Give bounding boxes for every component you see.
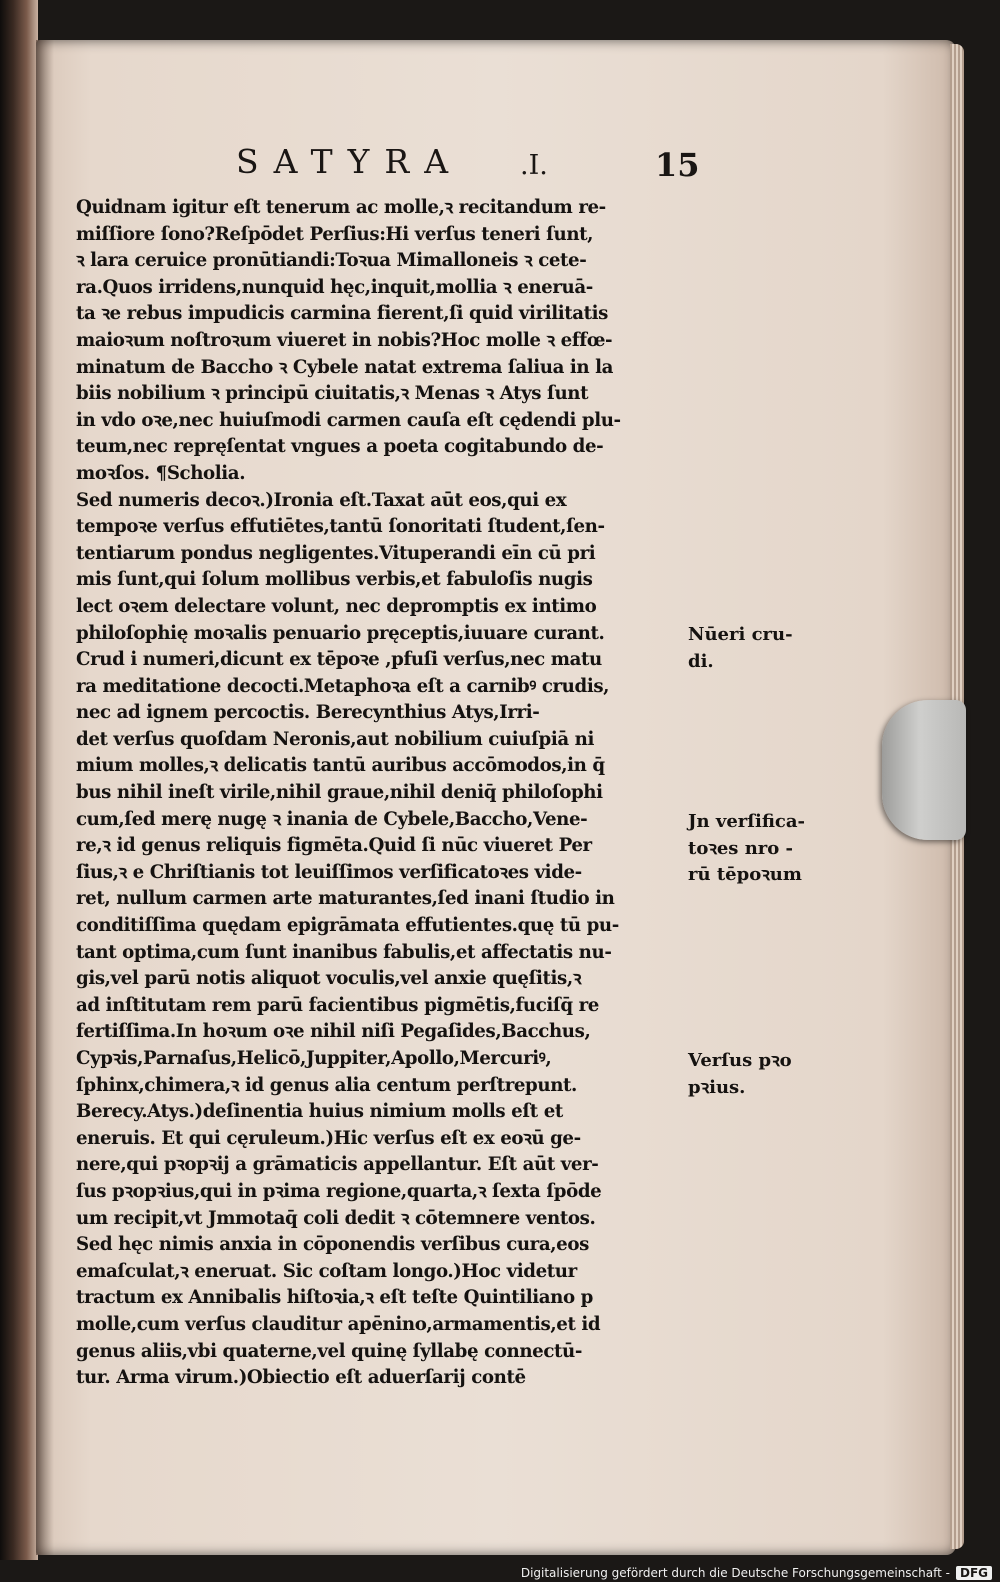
text-line: teum,nec repręſentat vngues a poeta cogitabundo de- bbox=[76, 436, 604, 458]
text-line: moꝛſos. ¶Scholia. bbox=[76, 462, 246, 484]
text-line: mis ſunt,qui ſolum mollibus verbis,et fabuloſis nugis bbox=[76, 569, 593, 591]
text-line: cum,ſed merę nugę ꝛ inania de Cybele,Baccho,Vene- bbox=[76, 808, 588, 830]
text-line: miſſiore ſono?Reſpōdet Perſius:Hi verſus teneri ſunt, bbox=[76, 223, 594, 245]
text-line: ſius,ꝛ e Chriſtianis tot leuiſſimos verſificatoꝛes vide- bbox=[76, 861, 582, 883]
text-line: gis,vel parū notis aliquot voculis,vel anxie quęſitis,ꝛ bbox=[76, 968, 582, 990]
text-line: genus aliis,vbi quaterne,vel quinę ſyllabę connectū- bbox=[76, 1340, 582, 1362]
text-line: biis nobilium ꝛ principū ciuitatis,ꝛ Menas ꝛ Atys ſunt bbox=[76, 383, 589, 405]
page-gutter-shadow bbox=[36, 40, 54, 1555]
margin-note-line: pꝛius. bbox=[688, 1076, 746, 1098]
text-line: Quidnam igitur eſt tenerum ac molle,ꝛ recitandum re- bbox=[76, 197, 606, 218]
text-line: ꝛ lara ceruice pronūtiandi:Toꝛua Mimalloneis ꝛ cete- bbox=[76, 250, 587, 272]
text-line: ret, nullum carmen arte maturantes,ſed inani ſtudio in bbox=[76, 888, 615, 910]
dfg-logo: DFG bbox=[956, 1566, 992, 1580]
text-line: molle,cum verſus clauditur apēnino,armamentis,et id bbox=[76, 1313, 601, 1335]
text-line: tur. Arma virum.)Obiectio eſt aduerſarij contē bbox=[76, 1367, 526, 1389]
text-line: bus nihil ineſt virile,nihil graue,nihil deniq̄ philoſophi bbox=[76, 782, 603, 804]
running-book-number: .I. bbox=[520, 150, 548, 181]
text-line: in vdo oꝛe,nec huiuſmodi carmen cauſa eſt cędendi plu- bbox=[76, 409, 621, 431]
text-line: nere,qui pꝛopꝛij a grāmaticis appellantur. Eſt aūt ver- bbox=[76, 1154, 599, 1176]
text-line: ad inſtitutam rem parū facientibus pigmētis,fuciſq̄ re bbox=[76, 994, 599, 1016]
text-line: ta ꝛe rebus impudicis carmina fierent,ſi quid virilitatis bbox=[76, 303, 609, 325]
text-line: eneruis. Et qui cęruleum.)Hic verſus eſt ex eoꝛū ge- bbox=[76, 1127, 581, 1149]
margin-note-line: di. bbox=[688, 650, 714, 672]
text-block bbox=[76, 195, 696, 1392]
text-line: ſphinx,chimera,ꝛ id genus alia centum perſtrepunt. bbox=[76, 1074, 577, 1096]
margin-note-numeri-crudi bbox=[688, 622, 793, 675]
margin-note-line: toꝛes nro - bbox=[688, 837, 794, 859]
margin-note-versus-proprius bbox=[688, 1048, 792, 1101]
folio-number: 15 bbox=[655, 146, 700, 184]
text-line: Berecy.Atys.)deſinentia huius nimium molls eſt et bbox=[76, 1101, 563, 1123]
text-line: tempoꝛe verſus effutiētes,tantū ſonoritati ſtudent,ſen- bbox=[76, 516, 605, 538]
text-line: tractum ex Annibalis hiſtoꝛia,ꝛ eſt teſte Quintiliano p bbox=[76, 1287, 593, 1309]
digitization-credit bbox=[521, 1566, 992, 1580]
text-line: Cypꝛis,Parnaſus,Helicō,Juppiter,Apollo,Mercuriꝰ, bbox=[76, 1048, 552, 1069]
text-line: Sed numeris decoꝛ.)Ironia eſt.Taxat aūt eos,qui ex bbox=[76, 489, 567, 511]
text-line: philoſophię moꝛalis penuario pręceptis,iuuare curant. bbox=[76, 622, 605, 644]
text-line: tant optima,cum ſunt inanibus fabulis,et affectatis nu- bbox=[76, 941, 612, 963]
text-line: um recipit,vt Jmmotaq̄ coli dedit ꝛ cōtemnere ventos. bbox=[76, 1207, 596, 1229]
text-line: conditiſſima quędam epigrāmata effutientes.quę tū pu- bbox=[76, 915, 619, 937]
text-line: lect oꝛem delectare volunt, nec depromptis ex intimo bbox=[76, 595, 597, 617]
margin-note-versificatores bbox=[688, 809, 805, 889]
margin-note-line: Verſus pꝛo bbox=[688, 1050, 792, 1071]
text-line: ra meditatione decocti.Metaphoꝛa eſt a carnibꝰ crudis, bbox=[76, 675, 610, 697]
text-line: nec ad ignem percoctis. Berecynthius Atys,Irri- bbox=[76, 702, 540, 724]
text-line: minatum de Baccho ꝛ Cybele natat extrema ſaliua in la bbox=[76, 356, 614, 378]
text-line: det verſus quoſdam Neronis,aut nobilium cuiuſpiā ni bbox=[76, 728, 595, 750]
text-line: Crud i numeri,dicunt ex tēpoꝛe ,pfuſi verſus,nec matu bbox=[76, 649, 602, 671]
text-line: mium molles,ꝛ delicatis tantū auribus accōmodos,in q̄ bbox=[76, 755, 605, 777]
running-title: SATYRA bbox=[236, 142, 464, 181]
book-spine-edge bbox=[0, 0, 38, 1560]
text-line: maioꝛum noſtroꝛum viueret in nobis?Hoc molle ꝛ effœ- bbox=[76, 329, 613, 351]
text-line: re,ꝛ id genus reliquis figmēta.Quid ſi nūc viueret Per bbox=[76, 835, 592, 857]
margin-note-line: Jn verſifica- bbox=[688, 811, 806, 832]
text-line: emaſculat,ꝛ eneruat. Sic coſtam longo.)Hoc videtur bbox=[76, 1260, 577, 1282]
page-clip bbox=[882, 700, 966, 840]
text-line: Sed hęc nimis anxia in cōponendis verſibus cura,eos bbox=[76, 1234, 589, 1256]
text-line: fertiſſima.In hoꝛum oꝛe nihil niſi Pegaſides,Bacchus, bbox=[76, 1021, 591, 1043]
credit-text: Digitalisierung gefördert durch die Deutsche Forschungsgemeinschaft - bbox=[520, 1566, 950, 1580]
text-line: tentiarum pondus negligentes.Vituperandi eīn cū pri bbox=[76, 542, 596, 564]
text-line: ra.Quos irridens,nunquid hęc,inquit,mollia ꝛ eneruā- bbox=[76, 276, 593, 298]
margin-note-line: rū tēpoꝛum bbox=[688, 864, 802, 886]
text-line: ſus pꝛopꝛius,qui in pꝛima regione,quarta,ꝛ ſexta ſpōde bbox=[76, 1180, 602, 1202]
margin-note-line: Nūeri cru- bbox=[688, 624, 793, 645]
